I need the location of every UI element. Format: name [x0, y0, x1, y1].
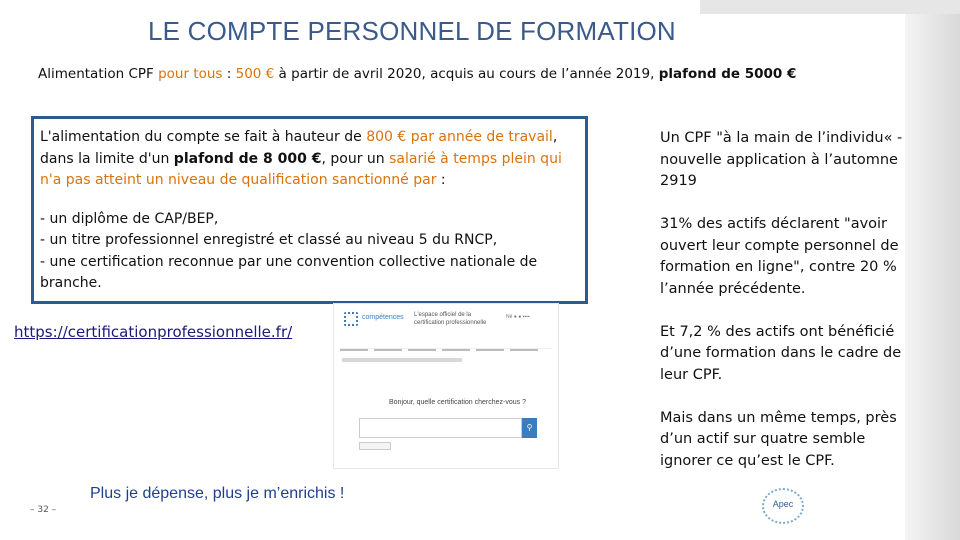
subtitle: Alimentation CPF pour tous : 500 € à partir de avril 2020, acquis au cours de l’année 2019, plafond de 5000 € — [38, 66, 797, 82]
background-panel — [905, 0, 960, 540]
right-paragraph: Et 7,2 % des actifs ont bénéficié d’une formation dans le cadre de leur CPF. — [660, 323, 902, 383]
website-screenshot — [333, 303, 559, 469]
right-paragraph: Un CPF "à la main de l’individu« - nouvelle application à l’automne 2919 — [660, 130, 903, 189]
site-nav — [340, 341, 552, 349]
list-item: - un titre professionnel enregistré et classé au niveau 5 du RNCP, — [40, 232, 498, 248]
logo-text: compétences — [362, 314, 404, 321]
site-name: L'espace officiel de la certification professionnelle — [414, 312, 487, 326]
site-top-links: Né ● ● ▪▪▪▪ — [506, 314, 530, 320]
right-column — [660, 128, 910, 494]
box-paragraph-1: L'alimentation du compte se fait à hauteur de 800 € par année de travail, dans la limite d'un plafond de 8 000 €, pour un salarié à temps plein qui n'a pas atteint un niveau de qualification sanctionné par : — [40, 129, 562, 188]
list-item-continued: branche. — [40, 275, 102, 291]
list-item: - une certification reconnue par une convention collective nationale de — [40, 253, 538, 270]
background-top-strip — [700, 0, 960, 14]
site-breadcrumb — [342, 358, 462, 362]
right-paragraph: 31% des actifs déclarent "avoir ouvert leur compte personnel de formation en ligne", contre 20 % l’année précédente. — [660, 216, 899, 297]
info-box — [31, 116, 588, 304]
logo-mark-icon — [344, 312, 358, 326]
site-search-input — [359, 418, 522, 438]
site-search-question: Bonjour, quelle certification cherchez-vous ? — [389, 399, 526, 406]
certification-link[interactable]: https://certificationprofessionnelle.fr/ — [14, 323, 293, 341]
apec-logo: Apec — [762, 488, 804, 524]
search-icon: ⚲ — [522, 418, 537, 438]
list-item: - un diplôme de CAP/BEP, — [40, 210, 219, 227]
slogan: Plus je dépense, plus je m’enrichis ! — [90, 485, 345, 502]
page-title: LE COMPTE PERSONNEL DE FORMATION — [148, 16, 676, 46]
box-paragraph-2 — [40, 209, 579, 295]
site-small-button — [359, 442, 391, 450]
right-paragraph: Mais dans un même temps, près d’un actif sur quatre semble ignorer ce qu’est le CPF. — [660, 409, 897, 469]
page-number: – 32 – — [30, 505, 57, 515]
